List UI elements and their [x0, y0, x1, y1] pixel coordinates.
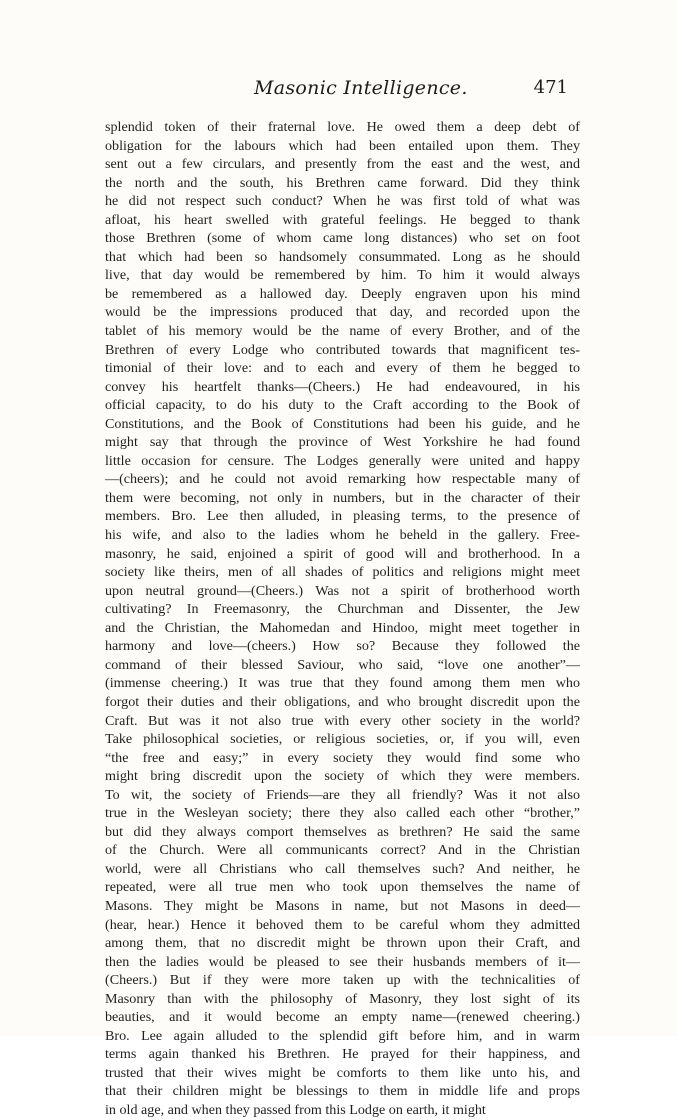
text-line: masonry, he said, enjoined a spirit of good will and brotherhood. In a: [105, 545, 580, 562]
text-line: and the Christian, the Mahomedan and Hindoo, might meet together in: [105, 619, 580, 636]
text-line: obligation for the labours which had been entailed upon them. They: [105, 137, 580, 154]
text-line: society like theirs, men of all shades of politics and religions might meet: [105, 564, 580, 581]
text-line: in old age, and when they passed from this Lodge on earth, it might: [105, 1101, 486, 1118]
text-line: live, that day would be remembered by him. To him it would always: [105, 267, 580, 284]
text-line: splendid token of their fraternal love. He owed them a deep debt of: [105, 119, 580, 135]
text-line: might bring discredit upon the society of which they were members.: [105, 768, 580, 785]
text-line: Craft. But was it not also true with every other society in the world?: [105, 712, 580, 729]
text-line: the north and the south, his Brethren came forward. Did they think: [105, 174, 580, 191]
text-line: command of their blessed Saviour, who said, “love one another”—: [105, 656, 580, 673]
text-line: (hear, hear.) Hence it behoved them to be careful whom they admitted: [105, 916, 580, 933]
text-line: To wit, the society of Friends—are they all friendly? Was it not also: [105, 786, 580, 803]
page-header: [120, 77, 580, 101]
text-line: those Brethren (some of whom came long distances) who set on foot: [105, 230, 580, 247]
text-line: harmony and love—(cheers.) How so? Because they followed the: [105, 638, 580, 655]
text-line: forgot their duties and their obligations, and who brought discredit upon the: [105, 693, 580, 710]
text-line: but did they always comport themselves as brethren? He said the same: [105, 823, 580, 840]
text-line: among them, that no discredit might be thrown upon their Craft, and: [105, 935, 580, 952]
text-line: Constitutions, and the Book of Constitutions had been his guide, and he: [105, 415, 580, 432]
text-line: that their children might be blessings to them in middle life and props: [105, 1083, 580, 1100]
text-line: trusted that their wives might be comforts to them like unto his, and: [105, 1064, 580, 1081]
text-line: his wife, and also to the ladies whom he beheld in the gallery. Free-: [105, 527, 580, 544]
text-line: tablet of his memory would be the name of every Brother, and of the: [105, 323, 580, 340]
text-line: “the free and easy;” in every society they would find some who: [105, 749, 580, 766]
text-line: Masons. They might be Masons in name, but not Masons in deed—: [105, 897, 580, 914]
text-line: sent out a few circulars, and presently from the east and the west, and: [105, 156, 580, 173]
text-line: that which had been so handsomely consummated. Long as he should: [105, 248, 580, 265]
text-line: Masonry than with the philosophy of Masonry, they lost sight of its: [105, 990, 580, 1007]
text-line: world, were all Christians who call themselves such? And neither, he: [105, 860, 580, 877]
text-line: upon neutral ground—(Cheers.) Was not a spirit of brotherhood worth: [105, 582, 580, 599]
text-line: then the ladies would be pleased to see their husbands members of it—: [105, 953, 580, 970]
text-line: beauties, and it would become an empty name—(renewed cheering.): [105, 1009, 580, 1026]
page-number: 471: [533, 77, 568, 98]
text-line: would be the impressions produced that day, and recorded upon the: [105, 304, 580, 321]
text-line: convey his heartfelt thanks—(Cheers.) He had endeavoured, in his: [105, 378, 580, 395]
text-line: Brethren of every Lodge who contributed towards that magnificent tes-: [105, 341, 580, 358]
text-line: official capacity, to do his duty to the Craft according to the Book of: [105, 397, 580, 414]
text-line: of the Church. Were all communicants correct? And in the Christian: [105, 842, 580, 859]
text-line: afloat, his heart swelled with grateful feelings. He begged to thank: [105, 211, 580, 228]
text-line: might say that through the province of West Yorkshire he had found: [105, 434, 580, 451]
text-line: Bro. Lee again alluded to the splendid gift before him, and in warm: [105, 1027, 580, 1044]
text-line: terms again thanked his Brethren. He prayed for their happiness, and: [105, 1046, 580, 1063]
text-line: repeated, were all true men who took upon themselves the name of: [105, 879, 580, 896]
text-line: timonial of their love: and to each and every of them he begged to: [105, 360, 580, 377]
body-text: [105, 118, 580, 1120]
text-line: members. Bro. Lee then alluded, in pleasing terms, to the presence of: [105, 508, 580, 525]
text-line: (immense cheering.) It was true that they found among them men who: [105, 675, 580, 692]
text-line: cultivating? In Freemasonry, the Churchman and Dissenter, the Jew: [105, 601, 580, 618]
text-line: Take philosophical societies, or religious societies, or, if you will, even: [105, 731, 580, 748]
text-line: —(cheers); and he could not avoid remarking how respectable many of: [105, 471, 580, 488]
text-line: little occasion for censure. The Lodges generally were united and happy: [105, 452, 580, 469]
text-line: them were becoming, not only in numbers, but in the character of their: [105, 489, 580, 506]
text-line: (Cheers.) But if they were more taken up with the technicalities of: [105, 972, 580, 989]
text-line: be remembered as a hallowed day. Deeply engraven upon his mind: [105, 285, 580, 302]
running-title: Masonic Intelligence.: [254, 77, 468, 99]
text-line: true in the Wesleyan society; there they also called each other “brother,”: [105, 805, 580, 822]
text-line: he did not respect such conduct? When he was first told of what was: [105, 193, 580, 210]
